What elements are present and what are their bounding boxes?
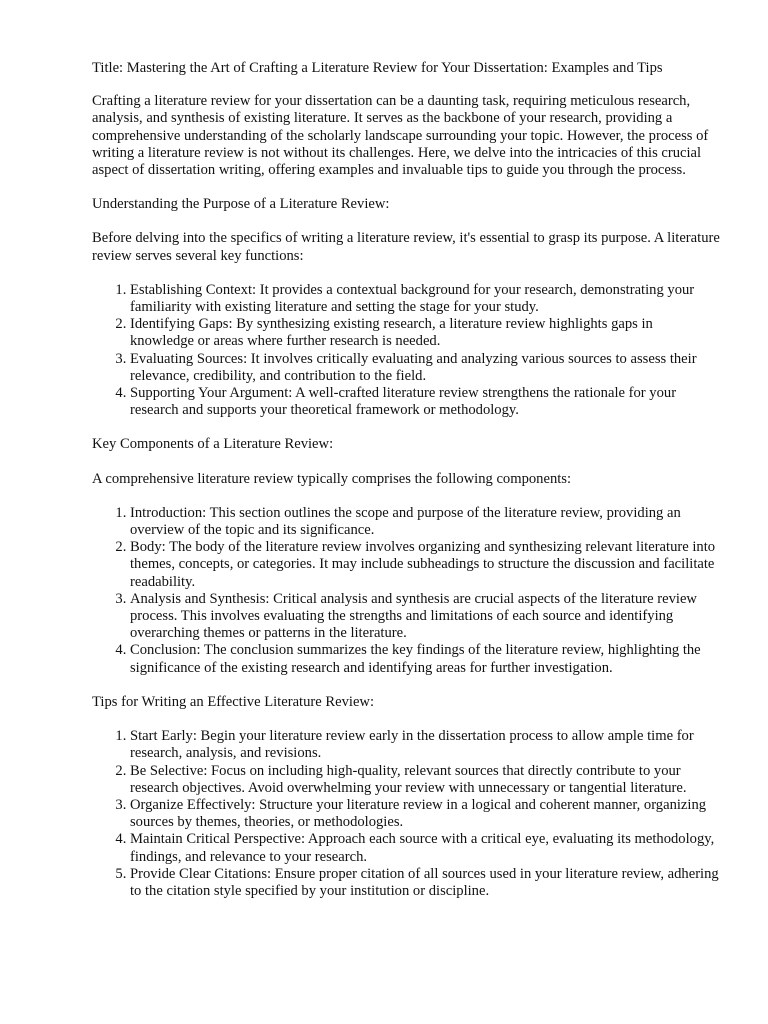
list-item: 3. Evaluating Sources: It involves critically evaluating and analyzing various sources to assess their relevance, credibility, and contribution to the field. [130, 351, 720, 385]
tips-list [92, 728, 720, 900]
section-heading-purpose: Understanding the Purpose of a Literature Review: [92, 196, 390, 213]
section-lead-purpose: Before delving into the specifics of writing a literature review, it's essential to grasp its purpose. A literature review serves several key functions: [92, 230, 720, 264]
document-page [92, 60, 720, 917]
list-item: 2. Be Selective: Focus on including high-quality, relevant sources that directly contribute to your research objectives. Avoid overwhelming your review with unnecessary or tangential literature. [130, 763, 720, 797]
list-item: 3. Organize Effectively: Structure your literature review in a logical and coherent manner, organizing sources by themes, theories, or methodologies. [130, 797, 720, 831]
section-heading-tips: Tips for Writing an Effective Literature Review: [92, 693, 375, 710]
section-heading-components: Key Components of a Literature Review: [92, 436, 334, 453]
intro-paragraph: Crafting a literature review for your dissertation can be a daunting task, requiring meticulous research, analysis, and synthesis of existing literature. It serves as the backbone of your research, providing a comprehensive understanding of the scholarly landscape surrounding your topic. However, the process of writing a literature review is not without its challenges. Here, we delve into the intricacies of this crucial aspect of dissertation writing, offering examples and invaluable tips to guide you through the process. [92, 93, 709, 179]
list-item: 4. Conclusion: The conclusion summarizes the key findings of the literature review, highlighting the significance of the existing research and identifying areas for further investigation. [130, 642, 720, 676]
document-title: Title: Mastering the Art of Crafting a Literature Review for Your Dissertation: Examples and Tips [92, 60, 663, 76]
list-item: 1. Establishing Context: It provides a contextual background for your research, demonstrating your familiarity with existing literature and setting the stage for your study. [130, 282, 720, 316]
components-list [92, 505, 720, 677]
section-lead-components: A comprehensive literature review typically comprises the following components: [92, 470, 572, 487]
list-item: 4. Supporting Your Argument: A well-crafted literature review strengthens the rationale for your research and supports your theoretical framework or methodology. [130, 385, 720, 419]
list-item: 3. Analysis and Synthesis: Critical analysis and synthesis are crucial aspects of the literature review process. This involves evaluating the strengths and limitations of each source and identifying overarching themes or patterns in the literature. [130, 591, 720, 643]
list-item: 1. Introduction: This section outlines the scope and purpose of the literature review, providing an overview of the topic and its significance. [130, 505, 720, 539]
list-item: 4. Maintain Critical Perspective: Approach each source with a critical eye, evaluating its methodology, findings, and relevance to your research. [130, 831, 720, 865]
list-item: 5. Provide Clear Citations: Ensure proper citation of all sources used in your literature review, adhering to the citation style specified by your institution or discipline. [130, 866, 720, 900]
purpose-list [92, 282, 720, 420]
list-item: 2. Identifying Gaps: By synthesizing existing research, a literature review highlights gaps in knowledge or areas where further research is needed. [130, 316, 720, 350]
list-item: 2. Body: The body of the literature review involves organizing and synthesizing relevant literature into themes, concepts, or categories. It may include subheadings to structure the discussion and facilitate readability. [130, 539, 720, 591]
list-item: 1. Start Early: Begin your literature review early in the dissertation process to allow ample time for research, analysis, and revisions. [130, 728, 720, 762]
